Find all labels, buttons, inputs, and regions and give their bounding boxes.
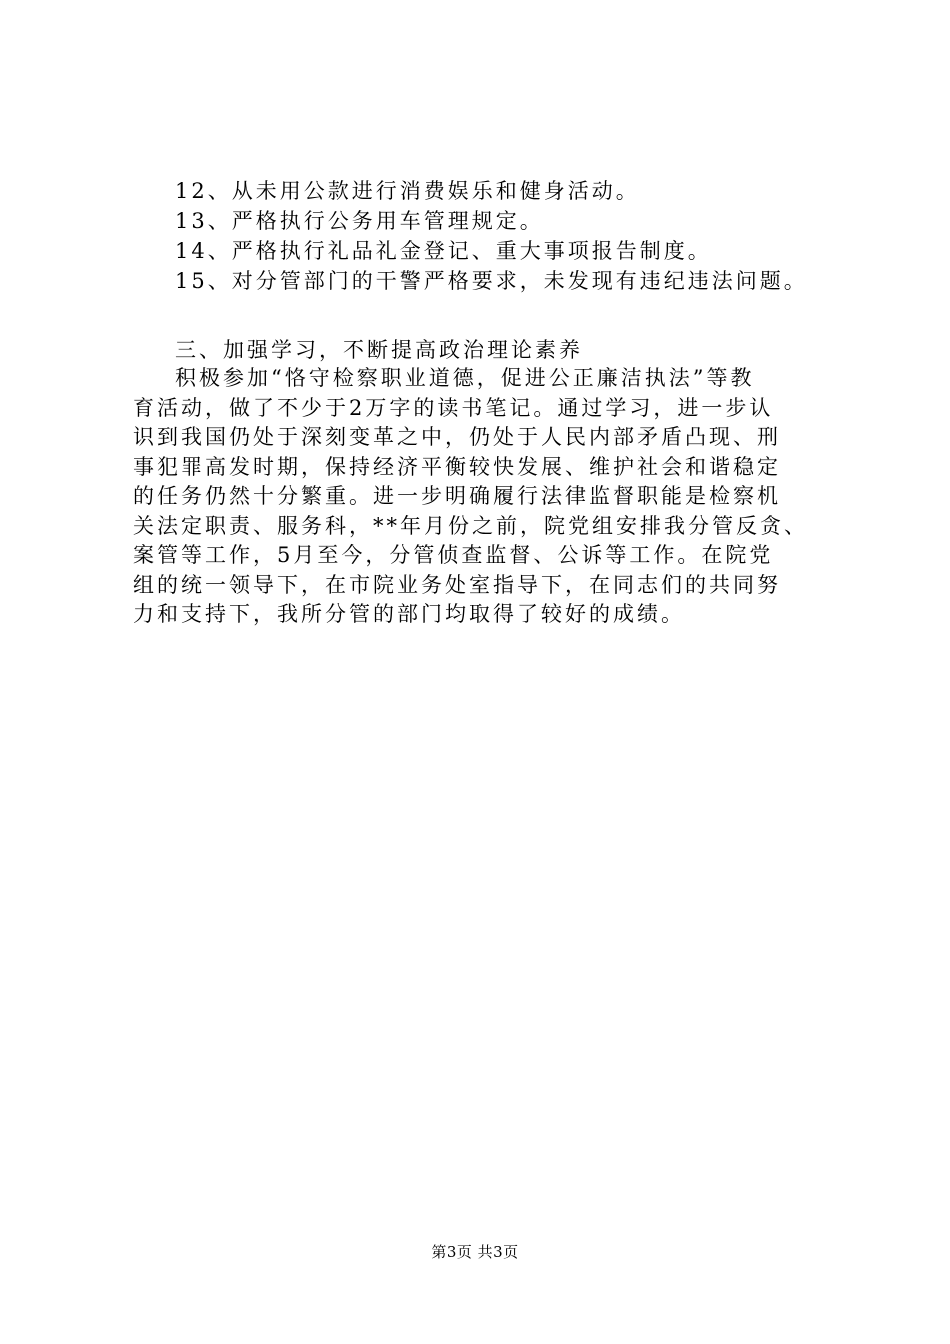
paragraph-line: 积极参加“恪守检察职业道德，促进公正廉洁执法”等教 <box>175 366 755 390</box>
paragraph-line: 育活动，做了不少于2万字的读书笔记。通过学习，进一步认 <box>133 395 774 420</box>
paragraph-line: 识到我国仍处于深刻变革之中，仍处于人民内部矛盾凸现、刑 <box>133 425 781 449</box>
section-heading: 三、加强学习，不断提高政治理论素养 <box>175 338 583 362</box>
paragraph-line: 力和支持下，我所分管的部门均取得了较好的成绩。 <box>133 602 685 626</box>
paragraph-line: 组的统一领导下，在市院业务处室指导下，在同志们的共同努 <box>133 572 781 597</box>
paragraph-line: 事犯罪高发时期，保持经济平衡较快发展、维护社会和谐稳定 <box>133 454 781 479</box>
list-item-13: 13、严格执行公务用车管理规定。 <box>175 209 544 233</box>
paragraph-line: 案管等工作，5月至今，分管侦查监督、公诉等工作。在院党 <box>133 543 774 567</box>
list-item-12: 12、从未用公款进行消费娱乐和健身活动。 <box>175 179 640 203</box>
body-paragraph <box>133 364 843 630</box>
page-footer: 第3页 共3页 <box>431 1243 519 1261</box>
list-item-14: 14、严格执行礼品礼金登记、重大事项报告制度。 <box>175 239 712 263</box>
paragraph-line: 关法定职责、服务科，**年月份之前，院党组安排我分管反贪、 <box>133 513 808 538</box>
paragraph-line: 的任务仍然十分繁重。进一步明确履行法律监督职能是检察机 <box>133 484 781 508</box>
list-item-15: 15、对分管部门的干警严格要求，未发现有违纪违法问题。 <box>175 269 808 293</box>
